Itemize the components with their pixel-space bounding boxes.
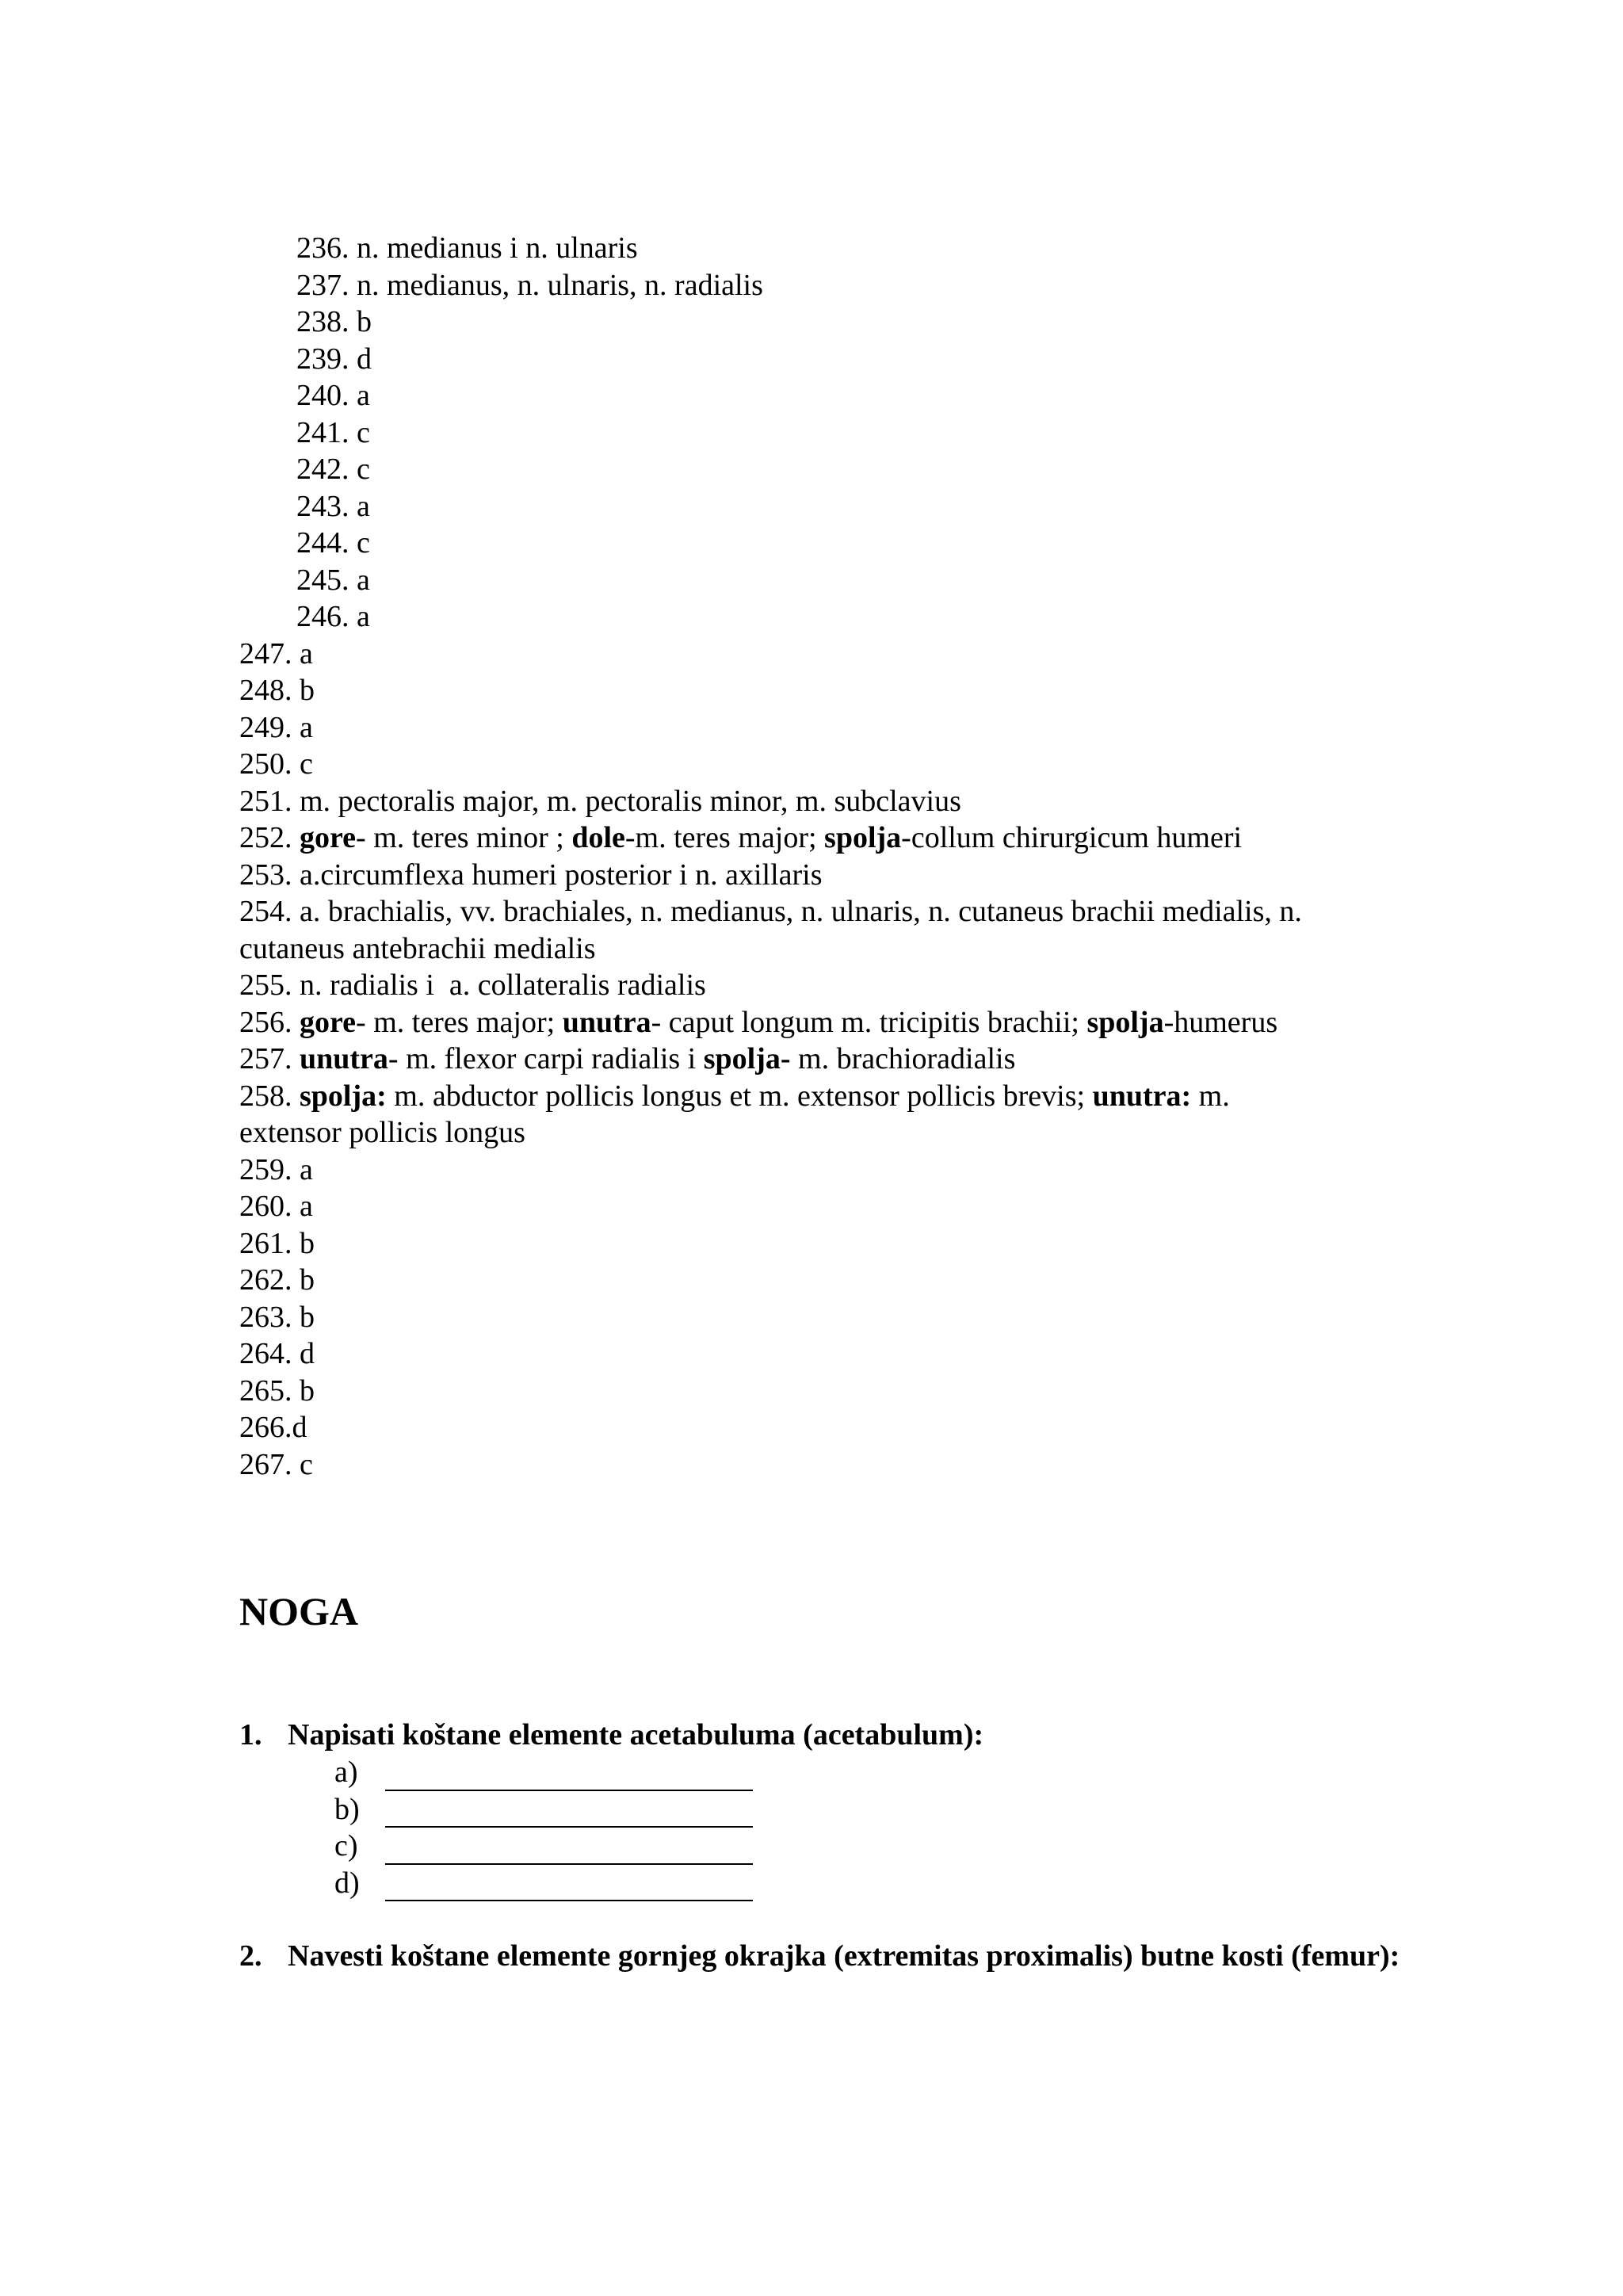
answer-text: 261. b: [239, 1226, 315, 1260]
answer-line: [239, 1262, 1404, 1299]
answer-line: [239, 1225, 1404, 1263]
answer-blank-row: [334, 1791, 753, 1828]
answer-line: [239, 230, 1404, 267]
answer-text: -humerus: [1163, 1005, 1278, 1039]
answer-line: [239, 1114, 1404, 1152]
answer-line: [239, 746, 1404, 783]
answer-text: 247. a: [239, 636, 313, 670]
answer-text: 244. c: [296, 526, 370, 560]
answer-text: 243. a: [296, 489, 370, 523]
answer-text: m. abductor pollicis longus et m. extensor pollicis brevis;: [386, 1079, 1093, 1113]
blank-label: c): [334, 1829, 358, 1862]
answer-line: [239, 1299, 1404, 1336]
answer-line: [239, 1004, 1404, 1041]
answer-blank-row: [334, 1828, 753, 1865]
answer-text: 267. c: [239, 1447, 313, 1481]
answer-text: 237. n. medianus, n. ulnaris, n. radialis: [296, 268, 763, 302]
answer-line: [239, 488, 1404, 525]
blank-line[interactable]: [385, 1799, 753, 1828]
answer-keyword: spolja-: [703, 1042, 791, 1075]
answer-text: 250. c: [239, 747, 313, 781]
blank-line[interactable]: [385, 1873, 753, 1901]
answer-keyword: spolja: [824, 821, 902, 854]
answer-text: m. brachioradialis: [790, 1042, 1016, 1075]
answer-text: 245. a: [296, 563, 370, 597]
answer-text: 242. c: [296, 453, 370, 486]
blank-label: d): [334, 1866, 360, 1900]
answer-line: [239, 893, 1404, 930]
answer-line: [239, 1188, 1404, 1225]
answer-text: 263. b: [239, 1300, 315, 1334]
answer-line: [239, 1409, 1404, 1446]
answer-keyword: gore: [300, 1005, 357, 1039]
answer-line: [239, 304, 1404, 341]
answer-line: [239, 525, 1404, 562]
answer-text: 264. d: [239, 1337, 315, 1370]
answer-text: 262. b: [239, 1263, 315, 1297]
answer-text: -m. teres major;: [624, 821, 825, 854]
answer-keyword: gore: [300, 821, 357, 854]
blank-label: b): [334, 1792, 360, 1826]
answer-line: [239, 415, 1404, 452]
answer-text: 240. a: [296, 379, 370, 412]
answer-line: [239, 1078, 1404, 1115]
answer-text: m.: [1191, 1079, 1230, 1113]
question-1: [239, 1717, 1404, 1754]
answer-line: [239, 341, 1404, 378]
answer-line: [239, 1335, 1404, 1373]
answer-line: [239, 930, 1404, 968]
answer-text: extensor pollicis longus: [239, 1116, 525, 1149]
answer-line: [239, 783, 1404, 820]
answer-text: 249. a: [239, 710, 313, 744]
answer-keyword: spolja:: [300, 1079, 387, 1113]
answer-key-list: [239, 230, 1404, 1483]
answer-line: [239, 672, 1404, 709]
answer-line: [239, 377, 1404, 415]
answer-keyword: dole: [571, 821, 625, 854]
question-number: 2.: [239, 1939, 262, 1973]
answer-line: [239, 1373, 1404, 1410]
answer-text: 254. a. brachialis, vv. brachiales, n. medianus, n. ulnaris, n. cutaneus brachii medialis, n.: [239, 895, 1302, 928]
answer-text: - m. teres minor ;: [356, 821, 572, 854]
question-number: 1.: [239, 1718, 262, 1752]
answer-keyword: unutra: [562, 1005, 651, 1039]
answer-text: 236. n. medianus i n. ulnaris: [296, 231, 638, 265]
answer-text: 238. b: [296, 305, 372, 338]
answer-text: 260. a: [239, 1190, 313, 1223]
answer-line: [239, 857, 1404, 894]
answer-text: -collum chirurgicum humeri: [901, 821, 1243, 854]
answer-line: [239, 1041, 1404, 1078]
answer-line: [239, 562, 1404, 599]
answer-blanks: [334, 1754, 753, 1901]
answer-text: 252.: [239, 821, 300, 854]
blank-label: a): [334, 1755, 358, 1789]
answer-text: 266.d: [239, 1411, 307, 1444]
answer-keyword: unutra:: [1092, 1079, 1192, 1113]
answer-line: [239, 709, 1404, 747]
answer-text: - m. teres major;: [356, 1005, 563, 1039]
answer-line: [239, 1446, 1404, 1484]
answer-text: 255. n. radialis i a. collateralis radialis: [239, 968, 706, 1002]
answer-text: 256.: [239, 1005, 300, 1039]
answer-line: [239, 1152, 1404, 1189]
question-2: [239, 1938, 1404, 1975]
answer-blank-row: [334, 1865, 753, 1902]
answer-line: [239, 451, 1404, 488]
answer-text: 246. a: [296, 600, 370, 633]
section-heading: NOGA: [239, 1589, 358, 1633]
answer-text: 259. a: [239, 1152, 313, 1186]
answer-keyword: unutra: [300, 1042, 388, 1075]
blank-line[interactable]: [385, 1763, 753, 1791]
answer-text: cutaneus antebrachii medialis: [239, 931, 596, 965]
answer-line: [239, 967, 1404, 1004]
answer-text: 253. a.circumflexa humeri posterior i n. axillaris: [239, 858, 823, 892]
answer-line: [239, 267, 1404, 304]
answer-text: 251. m. pectoralis major, m. pectoralis minor, m. subclavius: [239, 784, 961, 818]
answer-text: 257.: [239, 1042, 300, 1075]
answer-line: [239, 636, 1404, 673]
answer-line: [239, 819, 1404, 857]
answer-text: 241. c: [296, 415, 370, 449]
question-text: Napisati koštane elemente acetabuluma (acetabulum):: [288, 1718, 984, 1752]
answer-text: 265. b: [239, 1373, 315, 1408]
question-text: Navesti koštane elemente gornjeg okrajka (extremitas proximalis) butne kosti (femur):: [288, 1939, 1400, 1973]
answer-text: - m. flexor carpi radialis i: [388, 1042, 704, 1075]
answer-keyword: spolja: [1086, 1005, 1164, 1039]
answer-text: 239. d: [296, 342, 372, 376]
answer-text: - caput longum m. tricipitis brachii;: [651, 1005, 1087, 1039]
answer-text: 258.: [239, 1079, 300, 1113]
answer-blank-row: [334, 1754, 753, 1791]
answer-text: 248. b: [239, 674, 315, 707]
blank-line[interactable]: [385, 1836, 753, 1865]
answer-line: [239, 598, 1404, 636]
